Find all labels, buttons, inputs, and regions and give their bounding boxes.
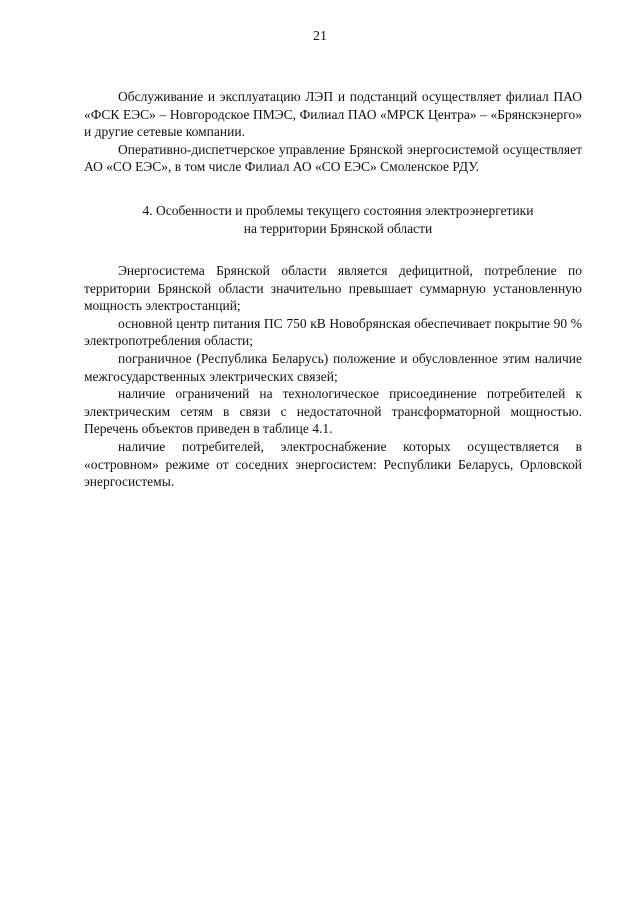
- section-heading-line-1: 4. Особенности и проблемы текущего состояния электроэнергетики: [142, 202, 534, 218]
- intro-paragraph-1: Обслуживание и эксплуатацию ЛЭП и подстанций осуществляет филиал ПАО «ФСК ЕЭС» – Новгородское ПМЭС, Филиал ПАО «МРСК Центра» – «Брянскэнерго» и другие сетевые компании.: [84, 89, 582, 140]
- page-content: [84, 88, 582, 491]
- section-heading-line-2: на территории Брянской области: [243, 220, 433, 236]
- section-paragraph-4: наличие ограничений на технологическое присоединение потребителей к электрическим сетям в связи с недостаточной трансформаторной мощностью. Перечень объектов приведен в таблице 4.1.: [84, 386, 582, 437]
- section-heading: [84, 202, 582, 238]
- section-paragraph-5: наличие потребителей, электроснабжение которых осуществляется в «островном» режиме от соседних энергосистем: Республики Беларусь, Орловской энергосистемы.: [84, 438, 582, 490]
- section-paragraph-1: Энергосистема Брянской области является дефицитной, потребление по территории Брянской области значительно превышает суммарную установленную мощность электростанций;: [84, 262, 582, 314]
- intro-paragraph-2: Оперативно-диспетчерское управление Брянской энергосистемой осуществляет АО «СО ЕЭС», в том числе Филиал АО «СО ЕЭС» Смоленское РДУ.: [84, 141, 582, 175]
- page-number: 21: [313, 29, 327, 44]
- section-paragraph-3: пограничное (Республика Беларусь) положение и обусловленное этим наличие межгосударственных электрических связей;: [84, 350, 582, 384]
- section-paragraph-2: основной центр питания ПС 750 кВ Новобрянская обеспечивает покрытие 90 % электропотребления области;: [84, 315, 582, 349]
